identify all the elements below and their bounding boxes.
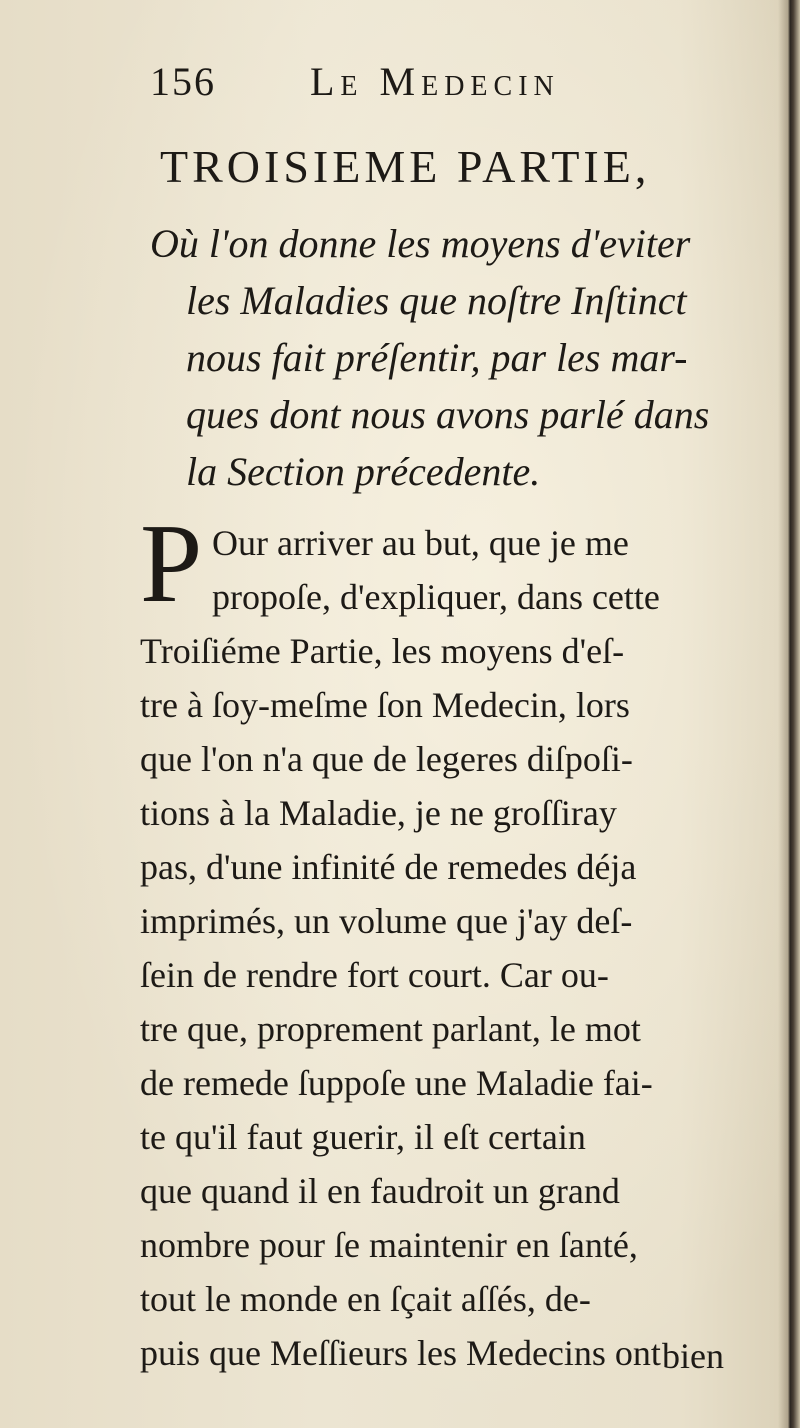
body-line: imprimés, un volume que j'ay deſ- xyxy=(140,901,633,941)
body-line: Troiſiéme Partie, les moyens d'eſ- xyxy=(140,631,625,671)
subtitle-line: ques dont nous avons parlé dans xyxy=(186,392,710,437)
subtitle-line: la Section précedente. xyxy=(186,449,541,494)
running-title: Le Medecin xyxy=(310,59,560,104)
body-line: ſein de rendre fort court. Car ou- xyxy=(140,955,609,995)
subtitle-line: Où l'on donne les moyens d'eviter xyxy=(150,221,691,266)
section-title: TROISIEME PARTIE, xyxy=(160,141,651,192)
body-line: tre que, proprement parlant, le mot xyxy=(140,1009,641,1049)
page-gutter xyxy=(778,0,800,1428)
subtitle-line: nous fait préſentir, par les mar- xyxy=(186,335,688,380)
body-line: tout le monde en ſçait aſſés, de- xyxy=(140,1279,591,1319)
body-line: tions à la Maladie, je ne groſſiray xyxy=(140,793,617,833)
body-line: nombre pour ſe maintenir en ſanté, xyxy=(140,1225,638,1265)
body-line: que quand il en faudroit un grand xyxy=(140,1171,620,1211)
body-line: que l'on n'a que de legeres diſpoſi- xyxy=(140,739,633,779)
body-line: de remede ſuppoſe une Maladie fai- xyxy=(140,1063,653,1103)
body-line: pas, d'une infinité de remedes déja xyxy=(140,847,637,887)
section-subtitle xyxy=(150,215,760,500)
body-line: puis que Meſſieurs les Medecins ont xyxy=(140,1333,661,1373)
body-line: tre à ſoy-meſme ſon Medecin, lors xyxy=(140,685,630,725)
body-line: Our arriver au but, que je me xyxy=(212,523,629,563)
page-header xyxy=(150,58,750,108)
body-text xyxy=(140,502,752,1380)
body-line: te qu'il faut guerir, il eſt certain xyxy=(140,1117,586,1157)
subtitle-line: les Maladies que noſtre Inſtinct xyxy=(186,278,687,323)
drop-cap: P xyxy=(140,502,203,626)
body-line: propoſe, d'expliquer, dans cette xyxy=(212,577,660,617)
catchword: bien xyxy=(662,1336,724,1376)
page-number: 156 xyxy=(150,59,216,104)
